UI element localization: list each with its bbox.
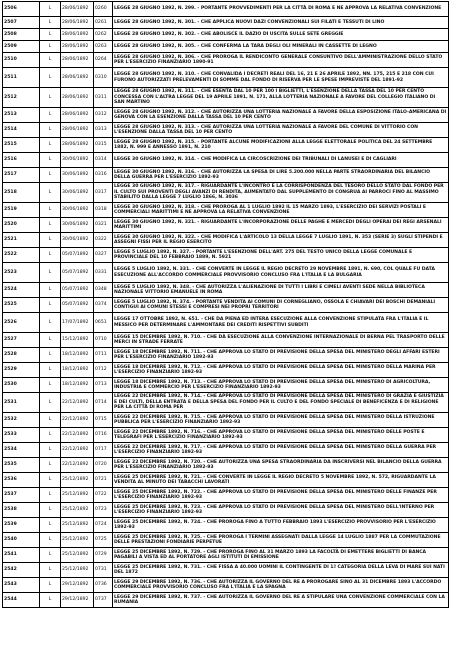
entry-date: 05/07/1892: [61, 298, 94, 313]
table-row: [3, 298, 449, 313]
table-row: [3, 578, 449, 593]
entry-description: LEGGE 5 LUGLIO 1892, N. 331. - CHE CONVERTE IN LEGGE IL REGIO DECRETO 29 NOVEMBRE 1891, N. 690, COL QUALE FU DATA ESECUZIONE ALL'ACCORDO COMMERCIALE PROVVISORIO CONCLUSO FRA L'ITALIA E LA BULGARIA: [113, 263, 449, 283]
entry-type: L: [40, 298, 61, 313]
entry-description: LEGGE 28 GIUGNO 1892, N. 310. - CHE CONVALIDA I DECRETI REALI DEL 16, 21 E 26 APRILE 1892, NN. 175, 215 E 218 CON CUI FURONO AUTORIZZATI PRELEVAMENTI DI SOMME DAL FONDO DI RISERVA PER LE SPESE IMPREVISTE DEL 1891-92: [113, 68, 449, 88]
entry-type: L: [40, 413, 61, 428]
entry-code: 0313: [94, 123, 113, 138]
entry-number: 2522: [3, 248, 40, 263]
entry-number: 2512: [3, 88, 40, 108]
entry-date: 17/07/1892: [61, 313, 94, 333]
entry-code: 0327: [94, 248, 113, 263]
entry-date: 05/07/1892: [61, 248, 94, 263]
entry-description: LEGGE 28 GIUGNO 1892, N. 299. - PORTANTE PROVVEDIMENTI PER LA CITTÀ DI ROMA E NE APPROVA LA RELATIVA CONVENZIONE: [113, 2, 449, 17]
entry-number: 2518: [3, 183, 40, 203]
entry-type: L: [40, 248, 61, 263]
table-row: [3, 108, 449, 123]
register-body: [3, 2, 449, 608]
entry-type: L: [40, 263, 61, 283]
entry-type: L: [40, 88, 61, 108]
entry-number: 2539: [3, 518, 40, 533]
entry-type: L: [40, 458, 61, 473]
entry-code: 0651: [94, 313, 113, 333]
entry-number: 2526: [3, 313, 40, 333]
entry-description: LEGGE 5 LUGLIO 1892, N. 327. - PORTANTE L'ESENZIONE DELL'ART. 275 DEL TESTO UNICO DELLA LEGGE COMUNALE E PROVINCIALE DEL 10 FEBBRAIO 1889, N. 5921: [113, 248, 449, 263]
entry-description: LEGGE 22 DICEMBRE 1892, N. 715. - CHE APPROVA LO STATO DI PREVISIONE DELLA SPESA DEL MINISTERO DELLA ISTRUZIONE PUBBLICA PER L'ESERCIZIO FINANZIARIO 1892-93: [113, 413, 449, 428]
table-row: [3, 533, 449, 548]
entry-type: L: [40, 533, 61, 548]
entry-number: 2525: [3, 298, 40, 313]
table-row: [3, 443, 449, 458]
entry-type: L: [40, 443, 61, 458]
entry-description: LEGGE 18 DICEMBRE 1892, N. 713. - CHE APPROVA LO STATO DI PREVISIONE DELLA SPESA DEL MINISTERO DI AGRICOLTURA, INDUSTRIA E COMMERCIO PER L'ESERCIZIO FINANZIARIO 1892-93: [113, 378, 449, 393]
entry-number: 2510: [3, 53, 40, 68]
entry-code: 0321: [94, 218, 113, 233]
entry-description: LEGGE 25 DICEMBRE 1892, N. 731. - CHE FISSA A 40.000 UOMINI IL CONTINGENTE DI 1ª CATEGORIA DELLA LEVA DI MARE SUI NATI DEL 1872: [113, 563, 449, 578]
entry-date: 28/06/1892: [61, 138, 94, 153]
entry-type: L: [40, 283, 61, 298]
entry-date: 25/12/1892: [61, 503, 94, 518]
entry-number: 2515: [3, 138, 40, 153]
entry-number: 2534: [3, 443, 40, 458]
entry-code: 0317: [94, 183, 113, 203]
entry-code: 0316: [94, 168, 113, 183]
table-row: [3, 123, 449, 138]
entry-code: 0311: [94, 88, 113, 108]
entry-description: LEGGE 28 GIUGNO 1892, N. 315. - PORTANTE ALCUNE MODIFICAZIONI ALLA LEGGE ELETTORALE POLITICA DEL 24 SETTEMBRE 1882, N. 999 E ANNESSO 1891, N. 210: [113, 138, 449, 153]
entry-type: L: [40, 29, 61, 41]
entry-description: LEGGE 18 DICEMBRE 1892, N. 712. - CHE APPROVA LO STATO DI PREVISIONE DELLA SPESA DEL MINISTERO DELLA MARINA PER L'ESERCIZIO FINANZIARIO 1892-93: [113, 363, 449, 378]
entry-code: 0713: [94, 378, 113, 393]
entry-number: 2519: [3, 203, 40, 218]
entry-code: 0724: [94, 518, 113, 533]
entry-date: 30/06/1892: [61, 153, 94, 168]
table-row: [3, 548, 449, 563]
table-row: [3, 218, 449, 233]
entry-type: L: [40, 2, 61, 17]
table-row: [3, 473, 449, 488]
entry-description: LEGGE 28 GIUGNO 1892, N. 301. - CHE APPLICA NUOVI DAZI CONVENZIONALI SUI FILATI E TESSUTI DI LINO: [113, 17, 449, 29]
table-row: [3, 488, 449, 503]
entry-date: 05/07/1892: [61, 263, 94, 283]
table-row: [3, 263, 449, 283]
entry-number: 2532: [3, 413, 40, 428]
entry-number: 2521: [3, 233, 40, 248]
entry-description: LEGGE 18 DICEMBRE 1892, N. 711. - CHE APPROVA LO STATO DI PREVISIONE DELLA SPESA DEL MINISTERO DEGLI AFFARI ESTERI PER L'ESERCIZIO FINANZIARIO 1892-93: [113, 348, 449, 363]
entry-code: 0722: [94, 488, 113, 503]
entry-code: 0720: [94, 458, 113, 473]
entry-code: 0262: [94, 29, 113, 41]
entry-number: 2524: [3, 283, 40, 298]
entry-description: LEGGE 22 DICEMBRE 1892, N. 714. - CHE APPROVA LO STATO DI PREVISIONE DELLA SPESA DEL MINISTERO DI GRAZIA E GIUSTIZIA E DEI CULTI, DELLA ENTRATA E DELLA SPESA DEL FONDO PER IL CULTO E DEL FONDO SPECIALE DI BENEFICENZA E DI RELIGIONE PER LA CITTÀ DI ROMA PER: [113, 393, 449, 413]
entry-number: 2523: [3, 263, 40, 283]
entry-type: L: [40, 41, 61, 53]
entry-number: 2537: [3, 488, 40, 503]
table-row: [3, 153, 449, 168]
table-row: [3, 458, 449, 473]
entry-code: 0711: [94, 348, 113, 363]
entry-number: 2513: [3, 108, 40, 123]
entry-type: L: [40, 17, 61, 29]
entry-type: L: [40, 68, 61, 88]
entry-type: L: [40, 473, 61, 488]
entry-description: LEGGE 22 DICEMBRE 1892, N. 720. - CHE AUTORIZZA UNA SPESA STRAORDINARIA DA INSCRIVERSI NEL BILANCIO DELLA GUERRA PER L'ESERCIZIO FINANZIARIO 1892-93: [113, 458, 449, 473]
entry-number: 2538: [3, 503, 40, 518]
entry-date: 25/12/1892: [61, 488, 94, 503]
table-row: [3, 168, 449, 183]
entry-type: L: [40, 363, 61, 378]
entry-description: LEGGE 28 GIUGNO 1892, N. 305. - CHE CONFERMA LA TARA DEGLI OLI MINERALI IN CASSETTE DI LEGNO: [113, 41, 449, 53]
entry-description: LEGGE 5 LUGLIO 1892, N. 348. - CHE AUTORIZZA L'ALIENAZIONE DI TUTTI I LIBRI E CIMELI AVENTI SEDE NELLA BIBLIOTECA NAZIONALE VITTORIO EMANUELE IN ROMA: [113, 283, 449, 298]
entry-type: L: [40, 218, 61, 233]
entry-date: 25/12/1892: [61, 473, 94, 488]
entry-number: 2514: [3, 123, 40, 138]
entry-code: 0348: [94, 283, 113, 298]
entry-description: LEGGE 30 GIUGNO 1892, N. 317. - RIGUARDANTE L'INCONTRO E LA CORRISPONDENZA DEL TESORO DELLO STATO DAL FONDO PER IL CULTO SUI PROVENTI DEGLI AVANZI DI RENDITA, AUMENTATO DAL SUPPLEMENTO DI CONGRUA AI PARROCI FINO AL MASSIMO STABILITO DALLA LEGGE 7 LUGLIO 1866, N. 3036: [113, 183, 449, 203]
entry-description: LEGGE 29 DICEMBRE 1892, N. 736. - CHE AUTORIZZA IL GOVERNO DEL RE A PROROGARE SINO AL 31 DICEMBRE 1893 L'ACCORDO COMMERCIALE PROVVISORIO CONCLUSO FRA L'ITALIA E LA SPAGNA: [113, 578, 449, 593]
entry-number: 2531: [3, 393, 40, 413]
entry-date: 30/06/1892: [61, 168, 94, 183]
entry-code: 0263: [94, 41, 113, 53]
entry-code: 0314: [94, 153, 113, 168]
table-row: [3, 88, 449, 108]
table-row: [3, 41, 449, 53]
entry-number: 2511: [3, 68, 40, 88]
table-row: [3, 248, 449, 263]
entry-code: 0716: [94, 428, 113, 443]
entry-code: 0712: [94, 363, 113, 378]
table-row: [3, 428, 449, 443]
entry-number: 2509: [3, 41, 40, 53]
entry-date: 22/12/1892: [61, 458, 94, 473]
entry-type: L: [40, 578, 61, 593]
entry-type: L: [40, 53, 61, 68]
entry-number: 2517: [3, 168, 40, 183]
entry-code: 0725: [94, 533, 113, 548]
entry-description: LEGGE 29 DICEMBRE 1892, N. 737. - CHE AUTORIZZA IL GOVERNO DEL RE A STIPULARE UNA CONVENZIONE COMMERCIALE CON LA RUMANIA: [113, 593, 449, 608]
entry-type: L: [40, 233, 61, 248]
entry-type: L: [40, 168, 61, 183]
table-row: [3, 348, 449, 363]
entry-date: 18/12/1892: [61, 378, 94, 393]
entry-date: 25/12/1892: [61, 548, 94, 563]
entry-type: L: [40, 503, 61, 518]
entry-description: LEGGE 25 DICEMBRE 1892, N. 724. - CHE PROROGA FINO A TUTTO FEBBRAIO 1893 L'ESERCIZIO PROVVISORIO PER L'ESERCIZIO 1892-93: [113, 518, 449, 533]
table-row: [3, 17, 449, 29]
entry-date: 25/12/1892: [61, 563, 94, 578]
table-row: [3, 593, 449, 608]
entry-date: 30/06/1892: [61, 233, 94, 248]
entry-code: 0260: [94, 2, 113, 17]
entry-number: 2528: [3, 348, 40, 363]
table-row: [3, 53, 449, 68]
entry-date: 28/06/1892: [61, 68, 94, 88]
entry-type: L: [40, 203, 61, 218]
table-row: [3, 2, 449, 17]
entry-number: 2507: [3, 17, 40, 29]
entry-type: L: [40, 428, 61, 443]
entry-number: 2543: [3, 578, 40, 593]
table-row: [3, 393, 449, 413]
entry-date: 28/06/1892: [61, 108, 94, 123]
entry-code: 0737: [94, 593, 113, 608]
entry-description: LEGGE 28 GIUGNO 1892, N. 306. - CHE PROROGA IL RENDICONTO GENERALE CONSUNTIVO DELL'AMMINISTRAZIONE DELLO STATO PER L'ESERCIZIO FINANZIARIO 1890-91: [113, 53, 449, 68]
entry-code: 0331: [94, 263, 113, 283]
entry-description: LEGGE 15 DICEMBRE 1892, N. 710. - CHE DÀ ESECUZIONE ALLA CONVENZIONE INTERNAZIONALE DI BERNA PEL TRASPORTO DELLE MERCI IN STRADE FERRATE: [113, 333, 449, 348]
entry-number: 2540: [3, 533, 40, 548]
entry-description: LEGGE 28 GIUGNO 1892, N. 313. - CHE AUTORIZZA UNA LOTTERIA NAZIONALE A FAVORE DEL COMUNE DI VITTORIO CON L'ESENZIONE DALLA TASSA DEL 10 PER CENTO: [113, 123, 449, 138]
table-row: [3, 518, 449, 533]
entry-code: 0723: [94, 503, 113, 518]
entry-date: 28/06/1892: [61, 41, 94, 53]
table-row: [3, 313, 449, 333]
entry-number: 2544: [3, 593, 40, 608]
table-row: [3, 283, 449, 298]
entry-date: 22/12/1892: [61, 443, 94, 458]
table-row: [3, 233, 449, 248]
entry-type: L: [40, 378, 61, 393]
entry-description: LEGGE 25 DICEMBRE 1892, N. 725. - CHE PROROGA I TERMINI ASSEGNATI DALLA LEGGE 14 LUGLIO 1887 PER LA COMMUTAZIONE DELLE PRESTAZIONI FONDIARIE PERPETUE: [113, 533, 449, 548]
entry-type: L: [40, 313, 61, 333]
entry-date: 30/06/1892: [61, 218, 94, 233]
entry-date: 18/12/1892: [61, 363, 94, 378]
entry-description: LEGGE 22 DICEMBRE 1892, N. 717. - CHE APPROVA LO STATO DI PREVISIONE DELLA SPESA DEL MINISTERO DELLA GUERRA PER L'ESERCIZIO FINANZIARIO 1892-93: [113, 443, 449, 458]
entry-date: 29/12/1892: [61, 578, 94, 593]
entry-number: 2527: [3, 333, 40, 348]
entry-description: LEGGE 22 DICEMBRE 1892, N. 716. - CHE APPROVA LO STATO DI PREVISIONE DELLA SPESA DEL MINISTERO DELLE POSTE E TELEGRAFI PER L'ESERCIZIO FINANZIARIO 1892-93: [113, 428, 449, 443]
entry-date: 25/12/1892: [61, 518, 94, 533]
entry-date: 28/06/1892: [61, 2, 94, 17]
entry-number: 2541: [3, 548, 40, 563]
entry-number: 2536: [3, 473, 40, 488]
entry-description: LEGGE 17 OTTOBRE 1892, N. 651. - CHE DA PIENA ED INTERA ESECUZIONE ALLA CONVENZIONE STIPULATA FRA L'ITALIA E IL MESSICO PER DETERMINARE L'AMMONTARE DEI CREDITI RISPETTIVI SUBDITI: [113, 313, 449, 333]
entry-description: LEGGE 28 GIUGNO 1892, N. 311. - CHE ESENTA DAL 10 PER 100 I BIGLIETTI, L'ESENZIONE DELLA TASSA DEL 10 PER CENTO CONCESSA CON L'ALTRA LEGGE DEL 19 APRILE 1891, N. 171, ALLA LOTTERIA NAZIONALE A FAVORE DEL COLLEGIO ITALIANO DI SAN MARTINO: [113, 88, 449, 108]
entry-number: 2542: [3, 563, 40, 578]
entry-type: L: [40, 563, 61, 578]
entry-code: 0717: [94, 443, 113, 458]
entry-number: 2506: [3, 2, 40, 17]
table-row: [3, 138, 449, 153]
entry-number: 2520: [3, 218, 40, 233]
entry-date: 30/06/1892: [61, 183, 94, 203]
entry-date: 05/07/1892: [61, 283, 94, 298]
entry-code: 0374: [94, 298, 113, 313]
table-row: [3, 563, 449, 578]
table-row: [3, 363, 449, 378]
entry-code: 0318: [94, 203, 113, 218]
entry-date: 25/12/1892: [61, 533, 94, 548]
entry-code: 0715: [94, 413, 113, 428]
entry-code: 0310: [94, 68, 113, 88]
entry-type: L: [40, 348, 61, 363]
entry-description: LEGGE 25 DICEMBRE 1892, N. 729. - CHE PROROGA FINO AL 31 MARZO 1893 LA FACOLTÀ DI EMETTERE BIGLIETTI DI BANCA PAGABILI A VISTA ED AL PORTATORE AGLI ISTITUTI DI EMISSIONE: [113, 548, 449, 563]
entry-type: L: [40, 183, 61, 203]
table-row: [3, 203, 449, 218]
entry-number: 2535: [3, 458, 40, 473]
entry-date: 28/06/1892: [61, 53, 94, 68]
entry-date: 28/06/1892: [61, 123, 94, 138]
table-row: [3, 413, 449, 428]
entry-description: LEGGE 30 GIUGNO 1892, N. 314. - CHE MODIFICA LA CIRCOSCRIZIONE DEI TRIBUNALI DI LANUSEI E DI CAGLIARI: [113, 153, 449, 168]
entry-type: L: [40, 518, 61, 533]
entry-description: LEGGE 25 DICEMBRE 1892, N. 722. - CHE APPROVA LO STATO DI PREVISIONE DELLA SPESA DEL MINISTERO DELLE FINANZE PER L'ESERCIZIO FINANZIARIO 1892-93: [113, 488, 449, 503]
entry-type: L: [40, 393, 61, 413]
entry-code: 0714: [94, 393, 113, 413]
entry-number: 2530: [3, 378, 40, 393]
entry-code: 0261: [94, 17, 113, 29]
entry-description: LEGGE 25 DICEMBRE 1892, N. 721. - CHE CONVERTE IN LEGGE IL REGIO DECRETO 5 NOVEMBRE 1892, N. 572, RIGUARDANTE LA VENDITA AL MINUTO DEI TABACCHI LAVORATI: [113, 473, 449, 488]
entry-description: LEGGE 30 GIUGNO 1892, N. 318. - CHE PROROGA AL 1 LUGLIO 1892 IL 15 MARZO 1893, L'ESERCIZIO DEI SERVIZI POSTALI E COMMERCIALI MARITTIMI E NE APPROVA LA RELATIVA CONVENZIONE: [113, 203, 449, 218]
entry-description: LEGGE 28 GIUGNO 1892, N. 312. - CHE AUTORIZZA UNA LOTTERIA NAZIONALE A FAVORE DELLA ESPOSIZIONE ITALO-AMERICANA DI GENOVA CON LA ESENZIONE DALLA TASSA DEL 10 PER CENTO: [113, 108, 449, 123]
entry-number: 2533: [3, 428, 40, 443]
entry-date: 15/12/1892: [61, 333, 94, 348]
entry-description: LEGGE 30 GIUGNO 1892, N. 322. - CHE MODIFICA L'ARTICOLO 13 DELLA LEGGE 7 LUGLIO 1891, N. 353 (SERIE 3) SUGLI STIPENDI E ASSEGNI FISSI PER IL REGIO ESERCITO: [113, 233, 449, 248]
laws-register-table: [2, 1, 449, 608]
entry-date: 22/12/1892: [61, 393, 94, 413]
entry-description: LEGGE 30 GIUGNO 1892, N. 321. - RIGUARDANTE L'INCORPORAZIONE DELLE PAGHE E MERCEDI DEGLI OPERAI DEI REGI ARSENALI MARITTIMI: [113, 218, 449, 233]
entry-type: L: [40, 488, 61, 503]
entry-code: 0312: [94, 108, 113, 123]
entry-number: 2529: [3, 363, 40, 378]
entry-type: L: [40, 138, 61, 153]
entry-date: 28/06/1892: [61, 29, 94, 41]
entry-code: 0729: [94, 548, 113, 563]
entry-code: 0315: [94, 138, 113, 153]
entry-date: 30/06/1892: [61, 203, 94, 218]
entry-type: L: [40, 593, 61, 608]
entry-description: LEGGE 25 DICEMBRE 1892, N. 723. - CHE APPROVA LO STATO DI PREVISIONE DELLA SPESA DEL MINISTERO DELL'INTERNO PER L'ESERCIZIO FINANZIARIO 1892-93: [113, 503, 449, 518]
table-row: [3, 378, 449, 393]
table-row: [3, 503, 449, 518]
entry-code: 0710: [94, 333, 113, 348]
table-row: [3, 333, 449, 348]
entry-date: 18/12/1892: [61, 348, 94, 363]
entry-type: L: [40, 123, 61, 138]
entry-description: LEGGE 28 GIUGNO 1892, N. 302. - CHE ABOLISCE IL DAZIO DI USCITA SULLE SETE GREGGIE: [113, 29, 449, 41]
entry-type: L: [40, 333, 61, 348]
table-row: [3, 68, 449, 88]
entry-code: 0736: [94, 578, 113, 593]
entry-description: LEGGE 5 LUGLIO 1892, N. 374. - PORTANTE VENDITA AI COMUNI DI CORNEGLIANO, OSSOLA E CHIAVARI DEI BOSCHI DEMANIALI CONTIGUI AI COMUNI STESSI E COMPRESI NEI PROPRI TERRITORI: [113, 298, 449, 313]
entry-code: 0264: [94, 53, 113, 68]
entry-code: 0731: [94, 563, 113, 578]
entry-code: 0721: [94, 473, 113, 488]
entry-date: 22/12/1892: [61, 413, 94, 428]
entry-number: 2508: [3, 29, 40, 41]
table-row: [3, 183, 449, 203]
entry-date: 29/12/1892: [61, 593, 94, 608]
entry-type: L: [40, 548, 61, 563]
table-row: [3, 29, 449, 41]
entry-description: LEGGE 30 GIUGNO 1892, N. 316. - CHE AUTORIZZA LA SPESA DI LIRE 5.200.000 NELLA PARTE STRAORDINARIA DEL BILANCIO DELLA GUERRA PER L'ESERCIZIO 1892-93: [113, 168, 449, 183]
entry-date: 28/06/1892: [61, 17, 94, 29]
entry-code: 0322: [94, 233, 113, 248]
entry-date: 22/12/1892: [61, 428, 94, 443]
entry-type: L: [40, 153, 61, 168]
entry-date: 28/06/1892: [61, 88, 94, 108]
entry-type: L: [40, 108, 61, 123]
entry-number: 2516: [3, 153, 40, 168]
